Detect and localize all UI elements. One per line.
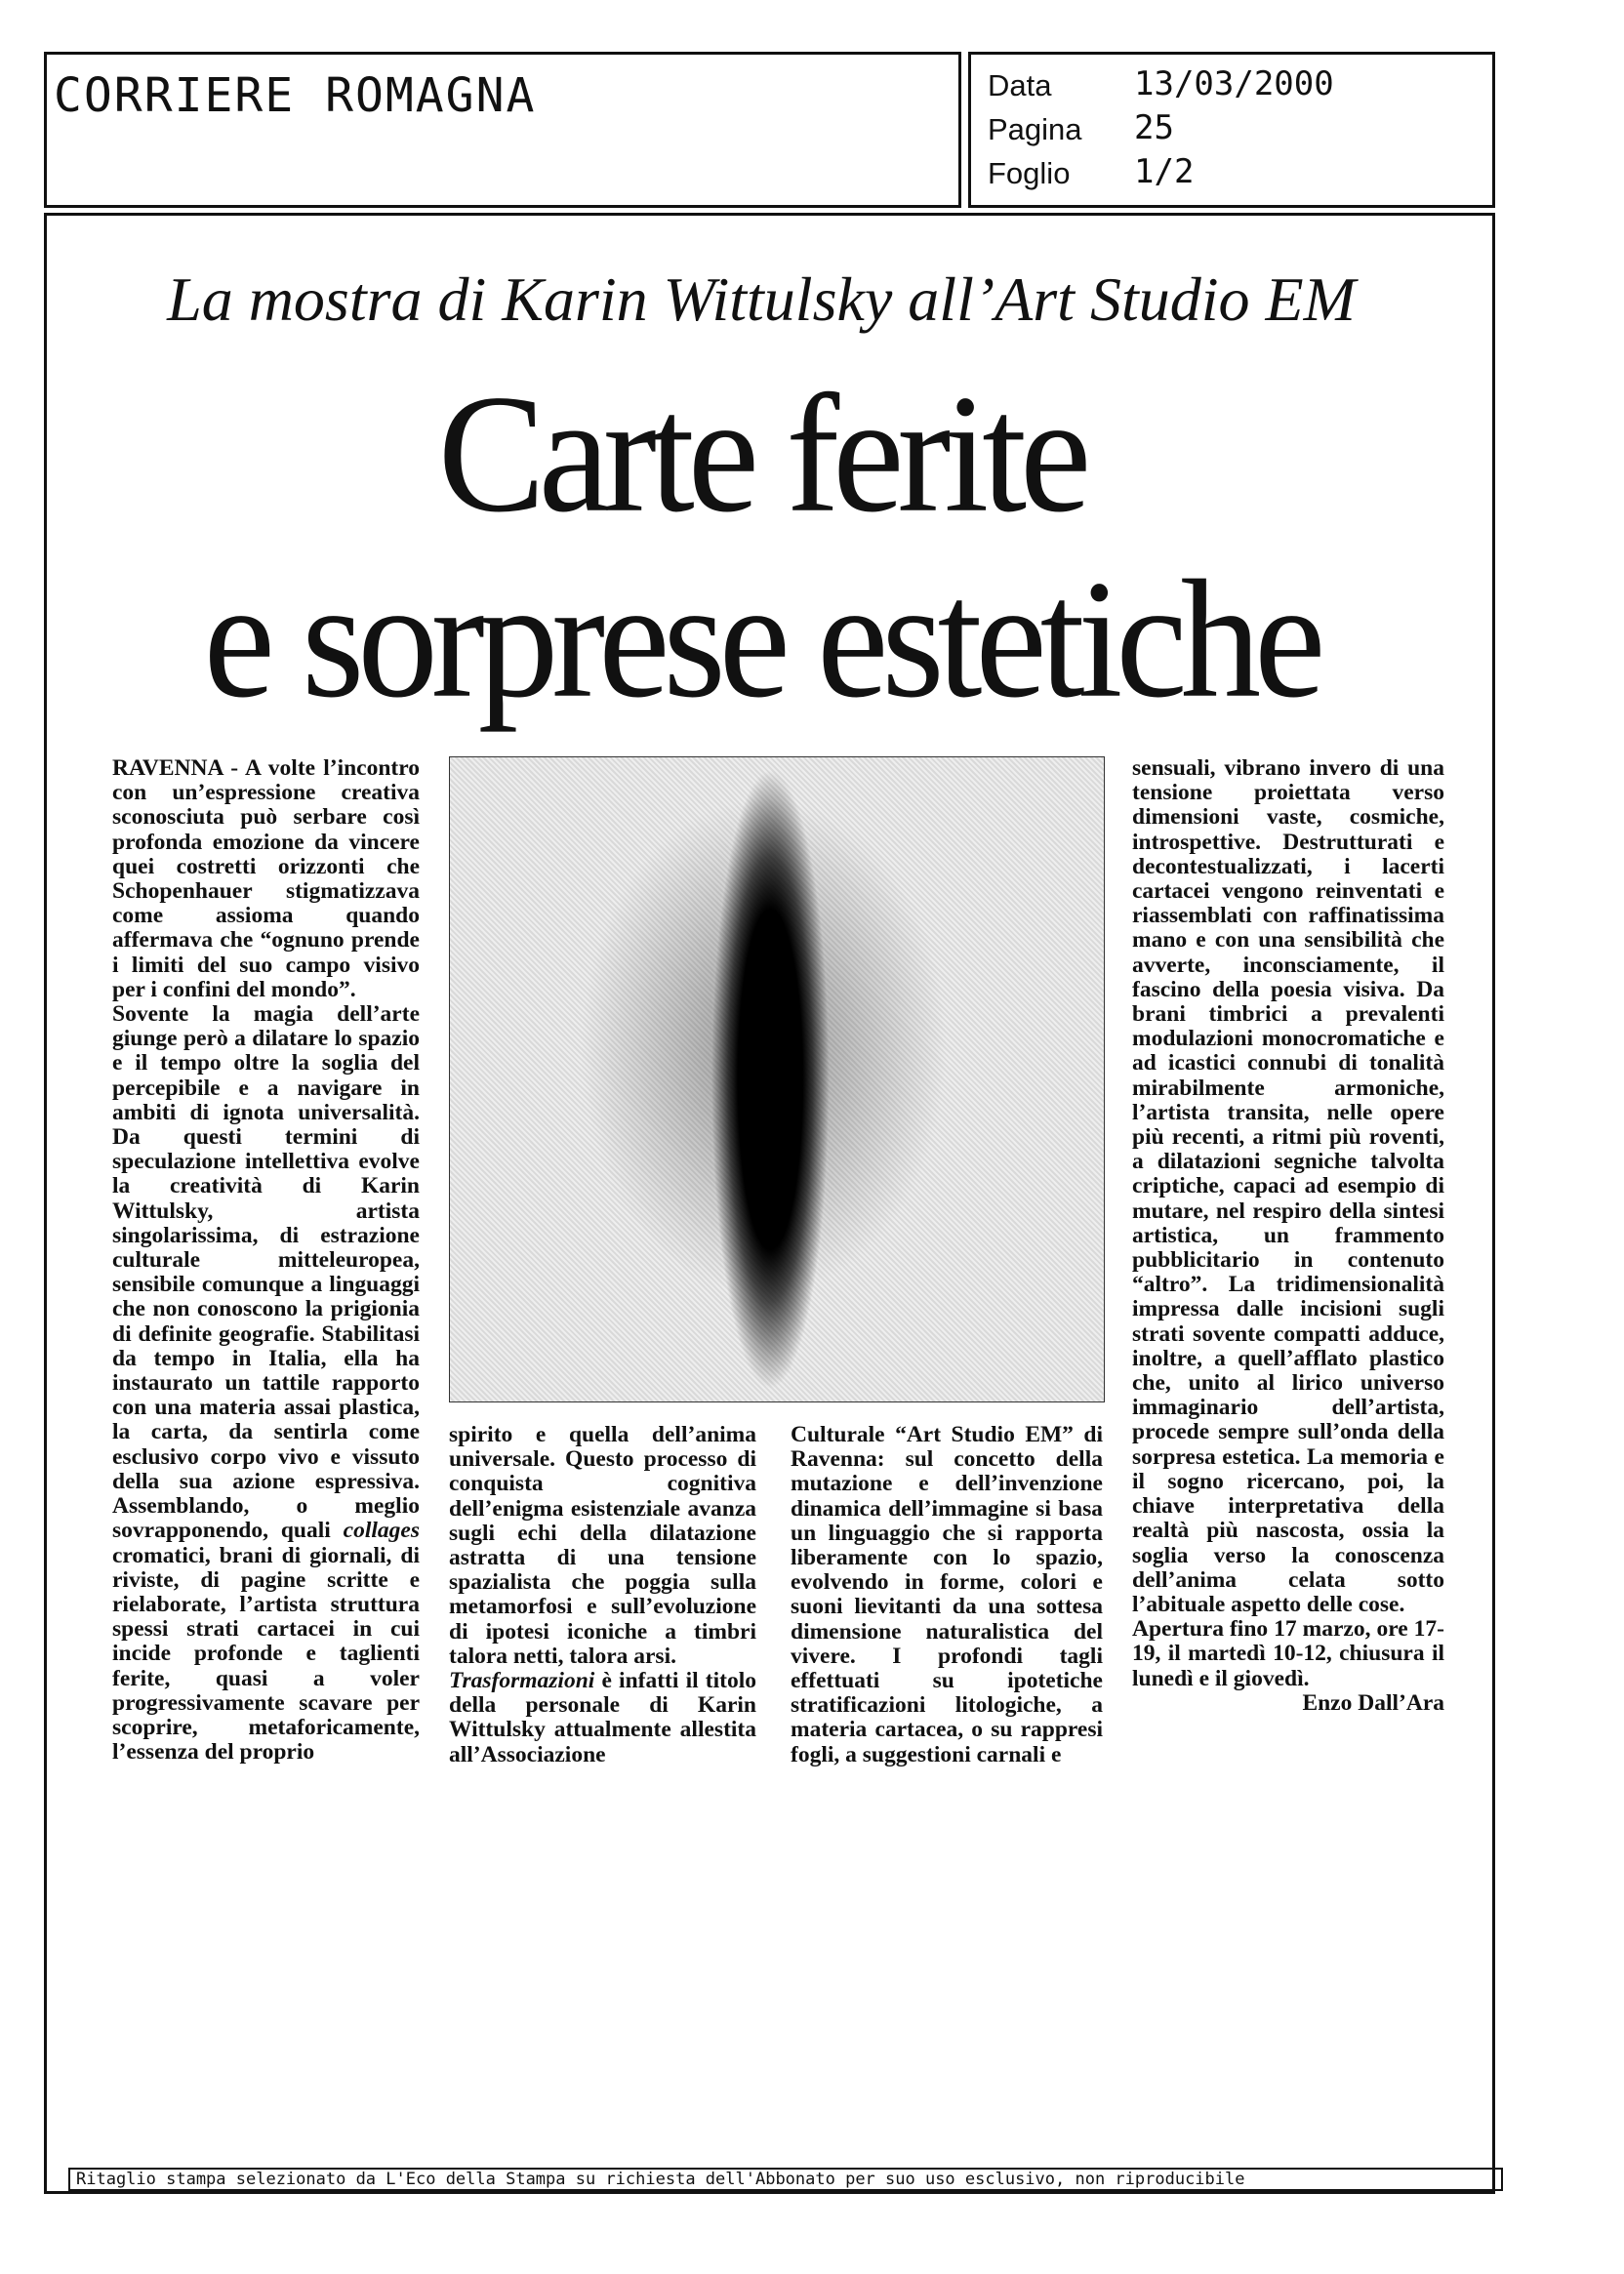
article-column-2 [449,1423,756,1767]
headline-line-1: Carte ferite [437,359,1085,548]
paragraph: RAVENNA - A volte l’incontro con un’espressione creativa sconosciuta può serbare così profonda emozione da vincere quei costretti orizzonti che Schopenhauer stigmatizzava come assioma quando affermava che “ognuno prende i limiti del suo campo visivo per i confini del mondo”. [112,755,420,1002]
city-name: Ravenna: [791,1446,885,1473]
paragraph: spirito e quella dell’anima universale. Questo processo di conquista cognitiva dell’enigma esistenziale avanza sugli echi della dilatazione astratta di una tensione spazialista che poggia sulla metamorfosi e sull’evoluzione di ipotesi iconiche a timbri talora netti, talora arsi. [449,1422,756,1669]
article-kicker: La mostra di Karin Wittulsky all’Art Studio EM [167,264,1356,334]
paragraph: Apertura fino 17 marzo, ore 17-19, il martedì 10-12, chiusura il lunedì e il giovedì. [1132,1616,1444,1691]
meta-label-date: Data [988,68,1052,102]
clipping-footer: Ritaglio stampa selezionato da L'Eco della Stampa su richiesta dell'Abbonato per suo uso esclusivo, non riproducibile [68,2168,1503,2191]
paragraph: sensuali, vibrano invero di una tensione proiettata verso dimensioni vaste, cosmiche, introspettive. Destrutturati e decontestualizzati, i lacerti cartacei vengono reinventati e riassemblati con raffinatissima mano e con una sensibilità che avverte, inconsciamente, il fascino della poesia visiva. Da brani timbrici a prevalenti modulazioni monocromatiche e ad icastici connubi di tonalità mirabilmente armoniche, l’artista transita, nelle opere più recenti, a ritmi più roventi, a dilatazioni segniche talvolta criptiche, capaci ad esempio di mutare, nel respiro della sintesi artistica, un frammento pubblicitario in contenuto “altro”. La tridimensionalità impressa dalle incisioni sugli strati sovente compatti adduce, inoltre, a quell’afflato plastico che, unito al lirico universo immaginario dell’artista, procede sempre sull’onda della sorpresa estetica. La memoria e il sogno ricercano, poi, la chiave interpretativa della realtà più nascosta, ossia la soglia verso la conoscenza dell’anima celata sotto l’abituale aspetto delle cose. [1132,755,1444,1617]
artwork-photo [449,756,1105,1402]
paragraph [791,1423,1103,1767]
text: è infatti il titolo della personale di Karin Wittulsky attualmente allestita all’Associazione [449,1668,757,1767]
exhibition-title: Trasformazioni [449,1668,595,1694]
meta-value-date: 13/03/2000 [1134,64,1334,103]
author-signature: Enzo Dall’Ara [1302,1689,1444,1716]
text: Sovente la magia dell’arte giunge però a dilatare lo spazio e il tempo oltre la soglia del percepibile e a navigare in ambiti di ignota universalità. Da questi termini di speculazione intellettiva evolve la creatività di [112,1001,420,1199]
article-column-1 [112,756,420,1765]
italic-term: collages [343,1518,420,1544]
article-column-4 [1132,756,1444,1716]
text: sul concetto della mutazione e dell’invenzione dinamica dell’immagine si basa un linguaggio che si rapporta liberamente con lo spazio, evolvendo in forme, colori e suoni lievitanti da una sottesa dimensione naturalistica del vivere. I profondi tagli effettuati su ipotetiche stratificazioni litologiche, a materia cartacea, o su rappresi fogli, a suggestioni carnali e [791,1446,1103,1767]
meta-label-sheet: Foglio [988,156,1071,190]
text: artista singolarissima, di estrazione culturale mitteleuropea, sensibile comunque a linguaggi che non conoscono la prigionia di definite geografie. Stabilitasi da tempo in Italia, ella ha instaurato un tattile rapporto con una materia assai plastica, la carta, da sentirla come esclusivo corpo vivo e vissuto della sua azione espressiva. Assemblando, o meglio sovrapponendo, quali [112,1198,420,1544]
newspaper-name: CORRIERE ROMAGNA [54,68,537,123]
text: cromatici, brani di giornali, di riviste, di pagine scritte e rielaborate, l’artista struttura spessi strati cartacei in cui incide profonde e taglienti ferite, quasi a voler progressivamente scavare per scoprire, metaforicamente, l’essenza del proprio [112,1542,420,1766]
meta-value-page: 25 [1134,108,1174,147]
paragraph [449,1669,756,1767]
text: Culturale “Art Studio EM” di [791,1422,1103,1447]
paragraph [112,1002,420,1765]
headline-line-2: e sorprese estetiche [203,545,1320,733]
article-column-3 [791,1423,1103,1767]
artist-name: Karin Wittulsky, [112,1173,420,1224]
meta-value-sheet: 1/2 [1134,152,1195,191]
meta-label-page: Pagina [988,112,1082,146]
